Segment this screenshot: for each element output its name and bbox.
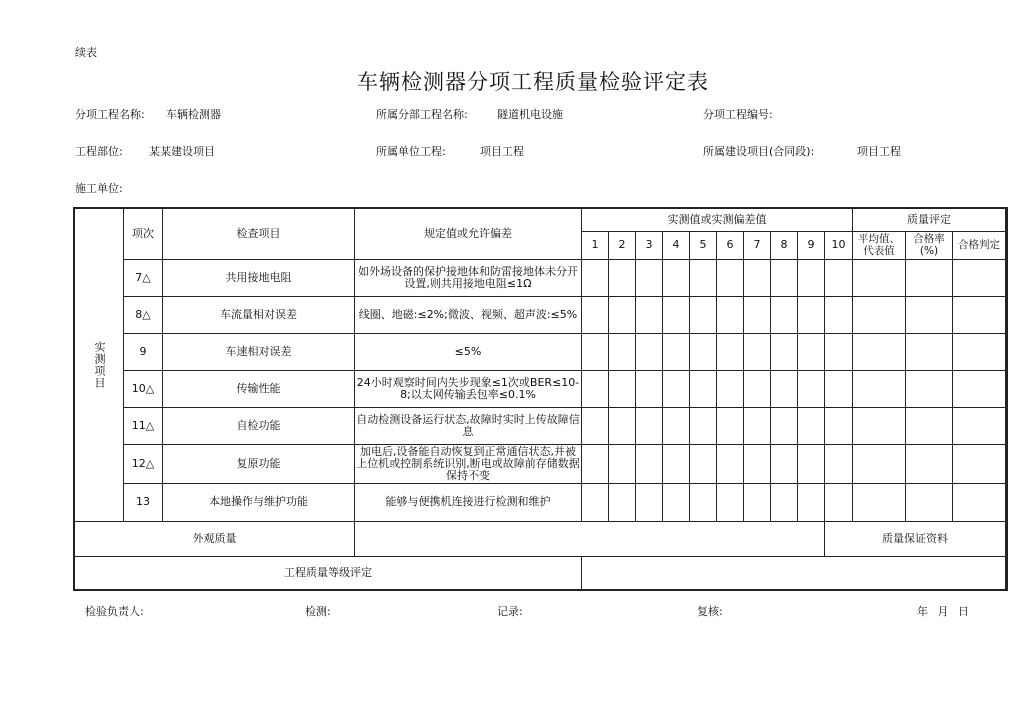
value-cell[interactable] bbox=[798, 259, 825, 296]
table-row bbox=[74, 296, 1007, 333]
side-label-cell bbox=[74, 208, 124, 521]
value-cell[interactable] bbox=[609, 444, 636, 483]
row-no: 11△ bbox=[124, 407, 163, 444]
appearance-label: 外观质量 bbox=[74, 521, 355, 556]
value-cell[interactable] bbox=[744, 370, 771, 407]
value-cell[interactable] bbox=[825, 407, 853, 444]
value-cell[interactable] bbox=[609, 407, 636, 444]
value-cell[interactable] bbox=[663, 259, 690, 296]
value-cell[interactable] bbox=[582, 444, 609, 483]
table-row bbox=[74, 483, 1007, 521]
header-no: 项次 bbox=[124, 208, 163, 259]
value-cell[interactable] bbox=[717, 259, 744, 296]
parent-value: 隧道机电设施 bbox=[497, 108, 563, 121]
project-label: 所属建设项目(合同段): bbox=[703, 145, 815, 158]
value-cell[interactable] bbox=[798, 407, 825, 444]
header-col-2: 2 bbox=[609, 231, 636, 259]
row-no: 12△ bbox=[124, 444, 163, 483]
avg-cell[interactable] bbox=[853, 407, 906, 444]
tester-label: 检测: bbox=[305, 605, 331, 618]
value-cell[interactable] bbox=[825, 483, 853, 521]
header-col-10: 10 bbox=[825, 231, 853, 259]
value-cell[interactable] bbox=[663, 444, 690, 483]
side-label: 实测项目 bbox=[93, 340, 106, 389]
row-spec: ≤5% bbox=[355, 333, 582, 370]
row-item: 车速相对误差 bbox=[163, 333, 355, 370]
header-col-1: 1 bbox=[582, 231, 609, 259]
value-cell[interactable] bbox=[798, 444, 825, 483]
row-item: 传输性能 bbox=[163, 370, 355, 407]
value-cell[interactable] bbox=[771, 407, 798, 444]
contractor-label: 施工单位: bbox=[75, 182, 123, 195]
grade-value[interactable] bbox=[582, 556, 1006, 590]
value-cell[interactable] bbox=[636, 444, 663, 483]
value-cell[interactable] bbox=[609, 333, 636, 370]
value-cell[interactable] bbox=[825, 444, 853, 483]
value-cell[interactable] bbox=[690, 370, 717, 407]
row-item: 车流量相对误差 bbox=[163, 296, 355, 333]
unit-value: 项目工程 bbox=[480, 145, 524, 158]
header-col-9: 9 bbox=[798, 231, 825, 259]
unit-label: 所属单位工程: bbox=[376, 145, 446, 158]
value-cell[interactable] bbox=[744, 296, 771, 333]
value-cell[interactable] bbox=[798, 370, 825, 407]
header-col-6: 6 bbox=[717, 231, 744, 259]
value-cell[interactable] bbox=[609, 296, 636, 333]
value-cell[interactable] bbox=[771, 259, 798, 296]
value-cell[interactable] bbox=[798, 333, 825, 370]
table-row bbox=[74, 370, 1007, 407]
header-avg: 平均值、代表值 bbox=[853, 231, 906, 259]
value-cell[interactable] bbox=[636, 259, 663, 296]
row-item: 本地操作与维护功能 bbox=[163, 483, 355, 521]
value-cell[interactable] bbox=[825, 370, 853, 407]
table-row bbox=[74, 407, 1007, 444]
table-row bbox=[74, 259, 1007, 296]
header-col-7: 7 bbox=[744, 231, 771, 259]
value-cell[interactable] bbox=[825, 296, 853, 333]
value-cell[interactable] bbox=[744, 483, 771, 521]
row-no: 10△ bbox=[124, 370, 163, 407]
judge-cell[interactable] bbox=[953, 333, 1006, 370]
header-rate: 合格率(%) bbox=[906, 231, 953, 259]
judge-cell[interactable] bbox=[953, 407, 1006, 444]
row-item: 自检功能 bbox=[163, 407, 355, 444]
value-cell[interactable] bbox=[690, 259, 717, 296]
date-label: 年 月 日 bbox=[917, 605, 969, 618]
reviewer-label: 复核: bbox=[697, 605, 723, 618]
rate-cell[interactable] bbox=[906, 483, 953, 521]
header-col-4: 4 bbox=[663, 231, 690, 259]
value-cell[interactable] bbox=[771, 444, 798, 483]
value-cell[interactable] bbox=[690, 483, 717, 521]
value-cell[interactable] bbox=[744, 444, 771, 483]
value-cell[interactable] bbox=[690, 333, 717, 370]
assurance-value[interactable] bbox=[1006, 521, 1008, 556]
value-cell[interactable] bbox=[771, 483, 798, 521]
value-cell[interactable] bbox=[717, 370, 744, 407]
header-spec: 规定值或允许偏差 bbox=[355, 208, 582, 259]
rate-cell[interactable] bbox=[906, 444, 953, 483]
page-title: 车辆检测器分项工程质量检验评定表 bbox=[357, 70, 709, 94]
row-spec: 加电后,设备能自动恢复到正常通信状态,并被上位机或控制系统识别,断电或故障前存储数据保持不变 bbox=[356, 444, 580, 482]
row-spec: 能够与便携机连接进行检测和维护 bbox=[355, 483, 582, 521]
value-cell[interactable] bbox=[582, 296, 609, 333]
value-cell[interactable] bbox=[609, 259, 636, 296]
row-spec: 如外场设备的保护接地体和防雷接地体未分开设置,则共用接地电阻≤1Ω bbox=[355, 259, 582, 296]
value-cell[interactable] bbox=[825, 259, 853, 296]
value-cell[interactable] bbox=[663, 296, 690, 333]
value-cell[interactable] bbox=[717, 333, 744, 370]
value-cell[interactable] bbox=[744, 333, 771, 370]
value-cell[interactable] bbox=[582, 259, 609, 296]
value-cell[interactable] bbox=[771, 333, 798, 370]
part-label: 工程部位: bbox=[75, 145, 123, 158]
row-no: 13 bbox=[124, 483, 163, 521]
header-col-8: 8 bbox=[771, 231, 798, 259]
avg-cell[interactable] bbox=[853, 333, 906, 370]
value-cell[interactable] bbox=[744, 407, 771, 444]
value-cell[interactable] bbox=[636, 483, 663, 521]
judge-cell[interactable] bbox=[953, 444, 1006, 483]
header-col-3: 3 bbox=[636, 231, 663, 259]
avg-cell[interactable] bbox=[853, 259, 906, 296]
judge-cell[interactable] bbox=[953, 370, 1006, 407]
row-no: 7△ bbox=[124, 259, 163, 296]
value-cell[interactable] bbox=[717, 483, 744, 521]
grade-label: 工程质量等级评定 bbox=[74, 556, 582, 590]
row-item: 共用接地电阻 bbox=[163, 259, 355, 296]
value-cell[interactable] bbox=[771, 296, 798, 333]
recorder-label: 记录: bbox=[497, 605, 523, 618]
inspection-table bbox=[73, 207, 1008, 591]
row-spec: 24小时观察时间内失步现象≤1次或BER≤10-8;以太网传输丢包率≤0.1% bbox=[355, 370, 582, 407]
value-cell[interactable] bbox=[690, 407, 717, 444]
value-cell[interactable] bbox=[825, 333, 853, 370]
judge-cell[interactable] bbox=[953, 259, 1006, 296]
value-cell[interactable] bbox=[636, 407, 663, 444]
value-cell[interactable] bbox=[717, 444, 744, 483]
header-item: 检查项目 bbox=[163, 208, 355, 259]
avg-cell[interactable] bbox=[853, 296, 906, 333]
inspector-label: 检验负责人: bbox=[85, 605, 144, 618]
header-quality: 质量评定 bbox=[853, 208, 1006, 231]
table-row bbox=[74, 333, 1007, 370]
appearance-value[interactable] bbox=[355, 521, 825, 556]
value-cell[interactable] bbox=[609, 370, 636, 407]
value-cell[interactable] bbox=[690, 296, 717, 333]
value-cell[interactable] bbox=[582, 370, 609, 407]
rate-cell[interactable] bbox=[906, 370, 953, 407]
value-cell[interactable] bbox=[582, 333, 609, 370]
header-measured: 实测值或实测偏差值 bbox=[582, 208, 853, 231]
judge-cell[interactable] bbox=[953, 483, 1006, 521]
value-cell[interactable] bbox=[663, 407, 690, 444]
value-cell[interactable] bbox=[582, 483, 609, 521]
header-judge: 合格判定 bbox=[953, 231, 1006, 259]
row-item: 复原功能 bbox=[163, 444, 355, 483]
avg-cell[interactable] bbox=[853, 370, 906, 407]
avg-cell[interactable] bbox=[853, 483, 906, 521]
value-cell[interactable] bbox=[744, 259, 771, 296]
row-no: 9 bbox=[124, 333, 163, 370]
table-row bbox=[74, 444, 1007, 483]
value-cell[interactable] bbox=[663, 333, 690, 370]
continued-label: 续表 bbox=[75, 46, 97, 59]
rate-cell[interactable] bbox=[906, 333, 953, 370]
item-no-label: 分项工程编号: bbox=[703, 108, 773, 121]
value-cell[interactable] bbox=[690, 444, 717, 483]
rate-cell[interactable] bbox=[906, 296, 953, 333]
value-cell[interactable] bbox=[717, 407, 744, 444]
value-cell[interactable] bbox=[636, 333, 663, 370]
part-value: 某某建设项目 bbox=[149, 145, 215, 158]
value-cell[interactable] bbox=[798, 296, 825, 333]
row-no: 8△ bbox=[124, 296, 163, 333]
value-cell[interactable] bbox=[582, 407, 609, 444]
parent-label: 所属分部工程名称: bbox=[376, 108, 468, 121]
value-cell[interactable] bbox=[798, 483, 825, 521]
item-name-value: 车辆检测器 bbox=[166, 108, 221, 121]
assurance-label: 质量保证资料 bbox=[825, 521, 1006, 556]
project-value: 项目工程 bbox=[857, 145, 901, 158]
value-cell[interactable] bbox=[717, 296, 744, 333]
judge-cell[interactable] bbox=[953, 296, 1006, 333]
value-cell[interactable] bbox=[663, 370, 690, 407]
item-name-label: 分项工程名称: bbox=[75, 108, 145, 121]
value-cell[interactable] bbox=[636, 370, 663, 407]
row-spec: 自动检测设备运行状态,故障时实时上传故障信息 bbox=[355, 407, 582, 444]
rate-cell[interactable] bbox=[906, 407, 953, 444]
rate-cell[interactable] bbox=[906, 259, 953, 296]
header-col-5: 5 bbox=[690, 231, 717, 259]
value-cell[interactable] bbox=[609, 483, 636, 521]
value-cell[interactable] bbox=[636, 296, 663, 333]
value-cell[interactable] bbox=[663, 483, 690, 521]
row-spec: 线圈、地磁:≤2%;微波、视频、超声波:≤5% bbox=[355, 296, 582, 333]
avg-cell[interactable] bbox=[853, 444, 906, 483]
value-cell[interactable] bbox=[771, 370, 798, 407]
